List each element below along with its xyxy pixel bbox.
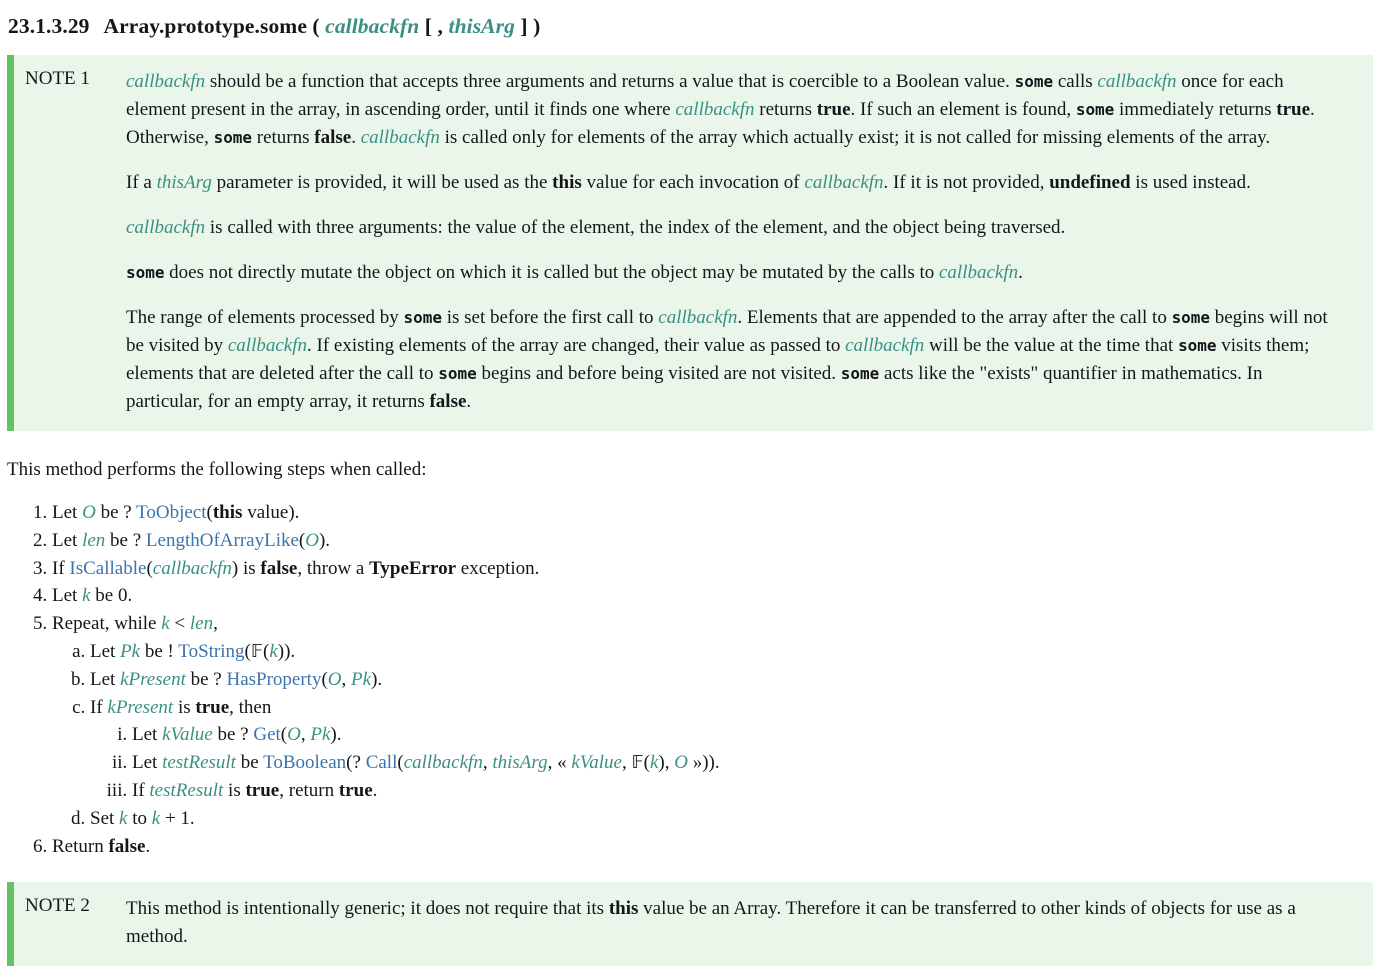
value-keyword: TypeError [369,557,457,579]
text: ( [244,640,251,662]
text: be ? [105,529,146,551]
variable: callbackfn [325,14,420,38]
text: . [372,779,378,801]
text: The range of elements processed by [126,307,404,328]
algorithm-step [52,555,1386,583]
value-keyword: this [552,172,582,193]
text: is called with three arguments: the value of the element, the index of the element, and the object being traversed. [205,217,1066,238]
variable: callbackfn [939,262,1019,283]
variable: testResult [162,752,236,774]
abstract-op-link[interactable]: Get [253,724,281,746]
algorithm-step [52,833,1386,861]
text: is set before the first call to [441,307,659,328]
code-literal: some [126,263,165,282]
double-struck-f: 𝔽 [250,640,264,662]
variable: kValue [162,724,213,746]
abstract-op-link[interactable]: LengthOfArrayLike [145,529,299,551]
variable: Pk [310,724,331,746]
text: If [132,779,150,801]
text: If a [126,172,157,193]
variable: kPresent [120,668,186,690]
text: If [90,696,108,718]
text: is [173,696,196,718]
text: ), [658,752,675,774]
text: be ? [95,502,137,523]
text: returns [252,127,315,148]
text: is used instead. [1130,172,1251,193]
algorithm-step [90,694,1386,805]
value-keyword: false [260,557,298,579]
text: . If such an element is found, [850,99,1076,120]
text: , « [547,752,572,774]
variable: O [674,752,688,774]
text: ( [321,668,328,690]
variable: callbackfn [658,307,738,328]
value-keyword: undefined [1049,172,1131,193]
text: ). [330,724,342,746]
variable: k [119,807,128,829]
value-keyword: true [338,779,373,801]
text: ( [397,752,404,774]
text: If [52,557,70,579]
variable: callbackfn [845,335,925,356]
algorithm-step [90,638,1386,666]
variable: callbackfn [126,217,206,238]
variable: k [269,640,278,662]
text: . [466,391,472,412]
text: . If existing elements of the array are changed, their value as passed to [307,335,846,356]
text: »)). [687,752,720,774]
value-keyword: this [212,502,243,523]
text: This method is intentionally generic; it does not require that its [126,898,609,920]
text: , return [279,779,339,801]
text: ) is [231,557,261,579]
text: . [1018,262,1023,283]
text: Array.prototype.some ( [103,14,326,38]
text: < [169,613,190,635]
text: ( [263,640,270,662]
abstract-op-link[interactable]: ToObject [136,502,207,523]
text: . [351,127,361,148]
variable: callbackfn [126,71,206,92]
text: is called only for elements of the array which actually exist; it is not called for missing elements of the array. [439,127,1271,148]
variable: kValue [571,752,622,774]
variable: Pk [120,640,141,662]
algorithm-steps [6,499,1386,860]
algorithm-step [52,610,1386,832]
algorithm-step [90,805,1386,833]
text: Let [52,585,83,607]
section-number: 23.1.3.29 [8,14,90,38]
variable: k [161,613,170,635]
variable: callbackfn [1097,71,1177,92]
algorithm [6,499,1386,860]
variable: callbackfn [403,752,483,774]
text: parameter is provided, it will be used as the [211,172,553,193]
text: , [482,752,493,774]
note-2-box [7,882,1373,966]
abstract-op-link[interactable]: ToString [178,640,245,662]
value-keyword: true [245,779,280,801]
variable: thisArg [156,172,212,193]
code-literal: some [1178,336,1217,355]
code-literal: some [1014,72,1054,91]
variable: callbackfn [804,172,884,193]
algorithm-step [52,582,1386,610]
text: value be an Array. Therefore it can be transferred to other kinds of objects for use as a method. [126,898,1296,948]
note-2-body [126,895,1339,951]
abstract-op-link[interactable]: HasProperty [226,668,322,690]
substep-list [52,638,1386,833]
algorithm-step [52,499,1386,527]
text: ). [371,668,383,690]
code-literal: some [1171,308,1210,327]
code-literal: some [1075,100,1115,119]
variable: callbackfn [360,127,440,148]
text: ( [280,724,288,746]
text: Set [90,807,120,829]
text: once for each element present in the array, in ascending order, until it finds one where [126,71,1284,120]
text: Let [90,668,121,690]
variable: O [327,668,342,690]
text: immediately returns [1114,99,1277,120]
abstract-op-link[interactable]: IsCallable [69,557,147,579]
section-heading [8,14,1386,39]
text: should be a function that accepts three arguments and returns a value that is coercible to a Boolean value. [205,71,1015,92]
note-2-label: NOTE 2 [25,895,90,917]
text: begins and before being visited are not visited. [476,363,841,384]
text: will be the value at the time that [924,335,1179,356]
variable: len [82,529,106,551]
variable: O [82,502,96,523]
text: acts like the "exists" quantifier in mathematics. In particular, for an empty array, it returns [126,363,1263,412]
variable: Pk [351,668,372,690]
text: ( [643,752,650,774]
text: )). [277,640,296,662]
double-struck-f: 𝔽 [631,752,644,774]
text: Let [132,752,163,774]
text: , then [229,696,272,718]
variable: callbackfn [675,99,755,120]
text: begins will not be visited by [126,307,1328,356]
note-paragraph [126,68,1339,152]
abstract-op-link[interactable]: Call [365,752,398,774]
text: calls [1053,71,1098,92]
text: be ? [185,668,227,690]
value-keyword: this [608,898,639,920]
text: . Otherwise, [126,99,1315,148]
text: does not directly mutate the object on which it is called but the object may be mutated by the calls to [164,262,939,283]
variable: callbackfn [152,557,232,579]
note-1-label: NOTE 1 [25,68,90,89]
code-literal: some [213,128,253,147]
note-paragraph [126,214,1339,242]
code-literal: some [840,364,880,383]
text: Let [90,640,121,662]
text: ] ) [514,14,541,38]
variable: k [649,752,659,774]
substep-list [90,721,1386,804]
text: be [235,752,264,774]
text: to [127,807,152,829]
text: . Elements that are appended to the array after the call to [737,307,1172,328]
variable: callbackfn [227,335,307,356]
text: Repeat, while [52,613,162,635]
text: be ! [140,640,179,662]
variable: kPresent [107,696,174,718]
variable: O [305,529,319,551]
steps-intro: This method performs the following steps when called: [7,459,427,480]
text: (? [346,752,366,774]
text: Let [52,529,83,551]
algorithm-step [52,527,1386,555]
value-keyword: true [1276,99,1311,120]
note-paragraph [126,169,1339,197]
text: Let [132,724,163,746]
text: , throw a [297,557,370,579]
abstract-op-link[interactable]: ToBoolean [263,752,347,774]
algorithm-step [132,749,1386,777]
text: Let [52,502,83,523]
text: , [300,724,311,746]
text: + 1. [160,807,195,829]
value-keyword: false [429,391,467,412]
variable: testResult [149,779,224,801]
note-1-body [126,68,1339,416]
text: be 0. [90,585,133,607]
text: ( [206,502,213,523]
variable: O [287,724,301,746]
text: be ? [212,724,254,746]
note-paragraph [126,304,1339,416]
variable: thisArg [448,14,515,38]
variable: thisArg [492,752,548,774]
text: returns [754,99,817,120]
value-keyword: false [108,835,146,857]
text: visits them; elements that are deleted after the call to [126,335,1310,384]
text: value for each invocation of [581,172,805,193]
text: . If it is not provided, [883,172,1050,193]
text: , [621,752,632,774]
algorithm-step [132,721,1386,749]
text: [ , [419,14,449,38]
text: . [145,835,151,857]
algorithm-step [90,666,1386,694]
variable: k [151,807,161,829]
note-paragraph [126,259,1339,287]
variable: len [189,613,214,635]
text: is [223,779,246,801]
text: ( [146,557,153,579]
text: ( [298,529,306,551]
text: Return [52,835,109,857]
value-keyword: true [816,99,851,120]
algorithm-step [132,777,1386,805]
text: , [341,668,352,690]
text: ). [318,529,331,551]
note-paragraph [126,895,1339,951]
value-keyword: false [314,127,352,148]
note-1-box [7,55,1373,431]
code-literal: some [403,308,442,327]
text: exception. [456,557,540,579]
variable: k [82,585,91,607]
value-keyword: true [195,696,230,718]
text: , [213,613,218,635]
text: value). [242,502,300,523]
code-literal: some [438,364,477,383]
